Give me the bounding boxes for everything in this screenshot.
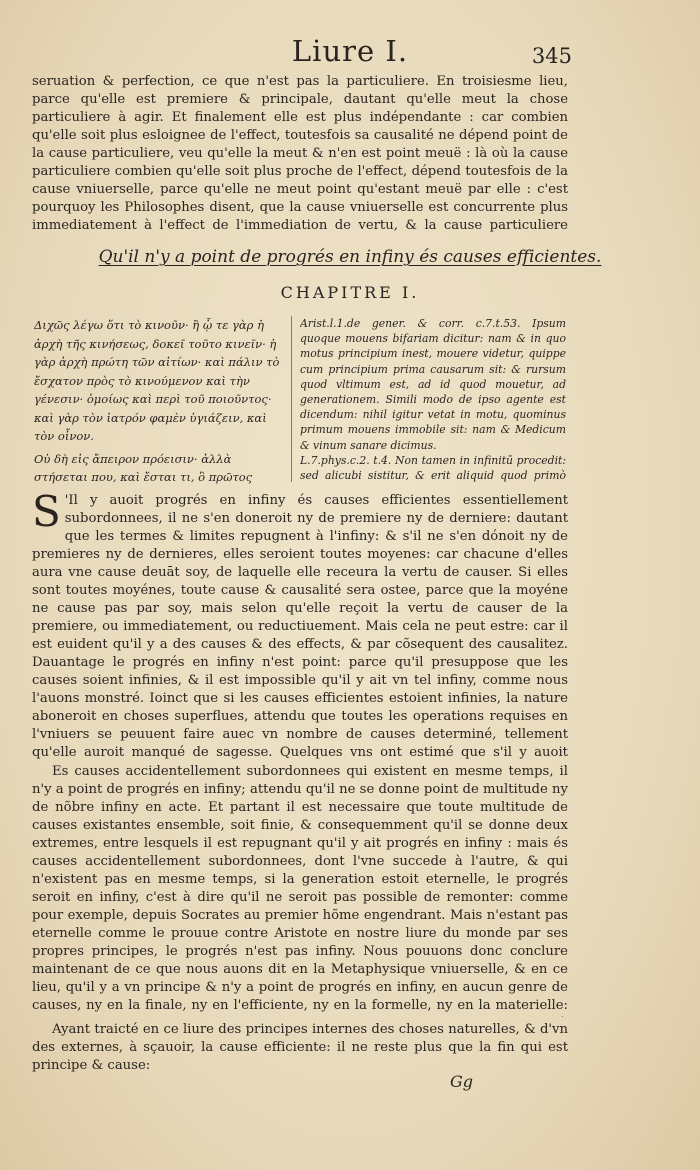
signature-mark: Gg [450, 1072, 474, 1091]
latin-note-2: L.7.phys.c.2. t.4. Non tamen in infinitū procedit: sed alicubi sistitur, & erit aliquid quod primò [300, 453, 566, 483]
third-paragraph-text: Ayant traicté en ce liure des principes internes des choses naturelles, & d'vn des externes, à sçauoir, la cause efficiente: il ne reste plus que la fin qui est principe & cause: [32, 1022, 568, 1073]
second-paragraph [32, 763, 568, 1017]
latin-note-1: Arist.l.1.de gener. & corr. c.7.t.53. Ipsum quoque mouens bifariam dicitur: nam & in quo motus principium inest, mouere videtur, quippe cum principium prima causarum sit: & rursum quod vltimum est, ad id quod mouetur, ad generationem. Simili modo de ipso agente est dicendum: nihil igitur vetat in motu, quominus primum mouens immobile sit: nam & Medicum & vinum sanare dicimus. [300, 317, 566, 452]
main-paragraph [32, 492, 568, 760]
running-head: Liure I. [291, 34, 409, 68]
chapter-heading: CHAPITRE I. [280, 283, 420, 302]
intro-paragraph [32, 73, 568, 235]
column-divider [291, 316, 292, 482]
third-paragraph [32, 1021, 568, 1075]
page-number: 345 [531, 44, 572, 68]
greek-quote-column [34, 316, 284, 484]
main-paragraph-text: 'Il y auoit progrés en infiny és causes efficientes essentiellement subordonnees, il ne s'en doneroit ny de premiere ny de derniere: dautant que les termes & limites repugnent à l'infiny: & s'il ne s'en dónoit ny de premieres ny de dernieres, elles seroient toutes moyenes: car chacune d'elles aura vne cause deuāt soy, de laquelle elle receura la vertu de causer. Si elles sont toutes moyénes, toute cause & causalité sera ostee, parce que la moyéne ne cause pas par soy, mais selon qu'elle reçoit la vertu de causer de la premiere, ou immediatement, ou reductiuement. Mais cela ne peut estre: car il est euident qu'il y a des causes & des effects, & par cõsequent des causalitez. Dauantage le progrés en infiny n'est point: parce qu'il presuppose que les causes soient infinies, & il est impossible qu'il y ait vn tel infiny, comme nous l'auons monstré. Ioinct que si les causes efficientes estoient infinies, la nature aboneroit en choses superflues, attendu que toutes les operations requises en l'vniuers se peuuent faire auec vn nombre de causes determiné, tellement qu'elle auroit manqué de sagesse. Quelques vns ont estimé que s'il y auoit [32, 493, 568, 760]
section-title: Qu'il n'y a point de progrés en infiny és causes efficientes. [98, 247, 602, 267]
greek-quote-2: Οὐ δὴ εἰς ἄπειρον πρόεισιν· ἀλλὰ στήσεται που, καὶ ἔσται τι, ὃ πρῶτος [34, 451, 253, 484]
greek-quote-1: Διχῶς λέγω ὅτι τὸ κινοῦν· ἢ ᾧ τε γὰρ ἡ ἀρχὴ τῆς κινήσεως, δοκεῖ τοῦτο κινεῖν· ἡ γὰρ ἀρχὴ πρώτη τῶν αἰτίων· καὶ πάλιν τὸ ἔσχατον πρὸς τὸ κινούμενον καὶ τὴν γένεσιν· ὁμοίως καὶ περὶ τοῦ ποιοῦντος· καὶ γὰρ τὸν ἰατρόν φαμὲν ὑγιάζειν, καὶ τὸν οἶνον. [34, 318, 280, 443]
latin-notes-column [300, 316, 566, 484]
drop-cap: S [32, 492, 61, 536]
page-header [0, 34, 700, 74]
second-paragraph-text: Es causes accidentellement subordonnees qui existent en mesme temps, il n'y a point de progrés en infiny; attendu qu'il ne se donne point de multitude ny de nõbre infiny en acte. Et partant il est necessaire que toute multitude de causes existantes ensemble, soit finie, & consequemment qu'il se donne deux extremes, entre lesquels il est repugnant qu'il y ait progrés en infiny : mais és causes accidentellement subordonnees, dont l'vne succede à l'autre, & qui n'existent pas en mesme temps, si la generation estoit eternelle, le progrés seroit en infiny, c'est à dire qu'il ne seroit pas possible de remonter: comme pour exemple, depuis Socrates au premier hõme engendrant. Mais n'estant pas eternelle comme le prouue contre Aristote en nostre liure du monde par ses propres principes, le progrés n'est pas infiny. Nous pouuons donc conclure maintenant de ce que nous auons dit en la Metaphysique vniuerselle, & en ce lieu, qu'il y a vn principe & n'y a point de progrés en infiny, en aucun genre de causes, ny en la finale, ny en l'efficiente, ny en la formelle, ny en la materielle: [32, 764, 568, 1013]
intro-text: seruation & perfection, ce que n'est pas la particuliere. En troisiesme lieu, parce qu'elle est premiere & principale, dautant qu'elle meut la chose particuliere à agir. Et finalement elle est plus indépendante : car combien qu'elle soit plus esloignee de l'effect, toutesfois sa causalité ne dépend point de la cause particuliere, veu qu'elle la meut & n'en est point meuë : là où la cause particuliere combien qu'elle soit plus proche de l'effect, dépend toutesfois de la cause vniuerselle, parce qu'elle ne meut point qu'estant meuë par elle : c'est pourquoy les Philosophes disent, que la cause vniuerselle est concurrente plus immediatement à l'effect de l'immediation de vertu, & la cause particuliere [32, 74, 568, 233]
